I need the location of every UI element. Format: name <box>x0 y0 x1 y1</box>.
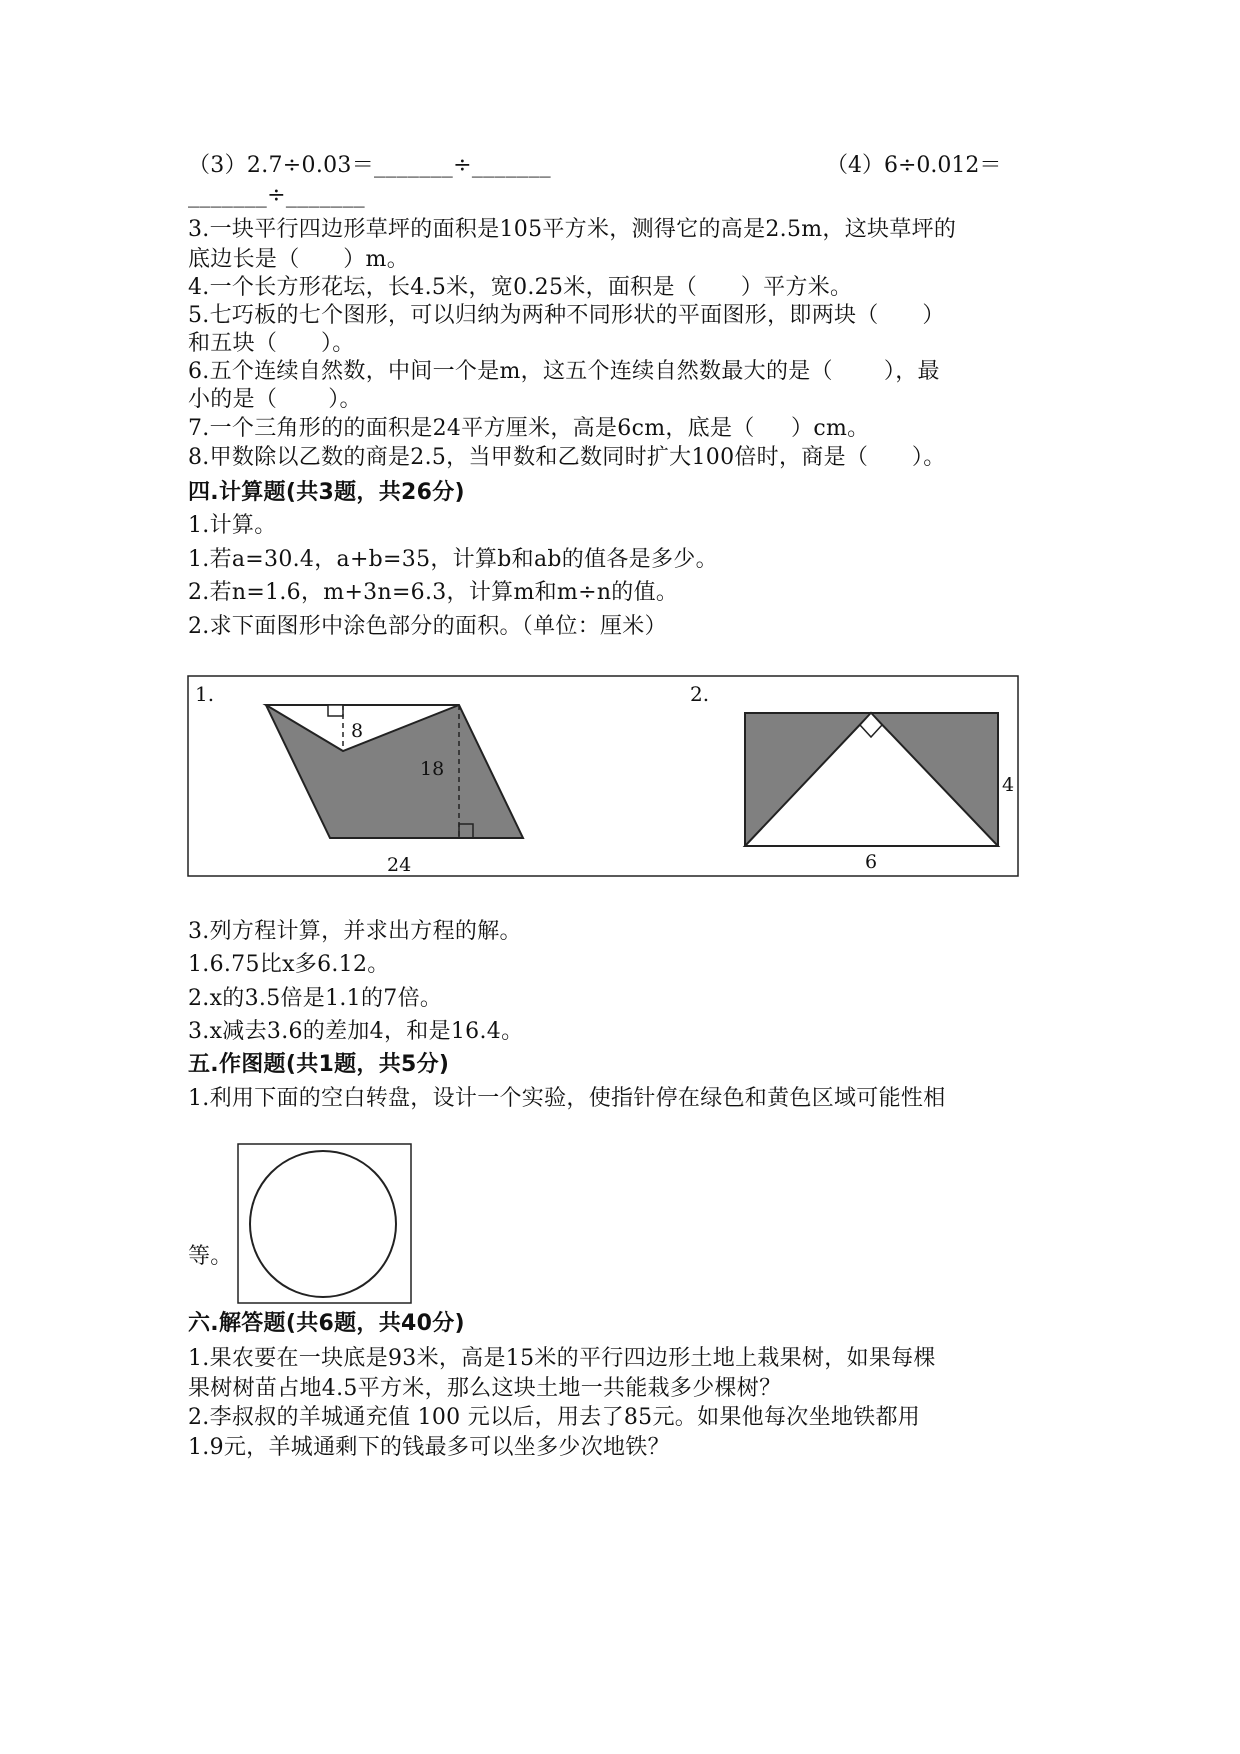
calc-question-1-part1: 1.若a=30.4，a+b=35，计算b和ab的值各是多少。 <box>188 547 718 572</box>
word-problem-1-line2: 果树树苗占地4.5平方米，那么这块土地一共能栽多少棵树？ <box>188 1376 782 1401</box>
parallelogram-height-label: 18 <box>420 758 445 780</box>
calc-question-1: 1.计算。 <box>188 513 277 538</box>
figure-1-label: 1. <box>195 682 215 706</box>
parallelogram-base-label: 24 <box>387 854 412 876</box>
word-problem-2-line2: 1.9元，羊城通剩下的钱最多可以坐多少次地铁？ <box>188 1435 670 1460</box>
calc-question-3-part3: 3.x减去3.6的差加4，和是16.4。 <box>188 1019 524 1044</box>
word-problem-1-line1: 1.果农要在一块底是93米，高是15米的平行四边形土地上栽果树，如果每棵 <box>188 1346 936 1371</box>
blank-spinner-figure <box>237 1143 413 1305</box>
spinner-circle <box>250 1151 396 1297</box>
calc-question-3: 3.列方程计算，并求出方程的解。 <box>188 919 522 944</box>
section-heading-drawing: 五.作图题(共1题，共5分) <box>188 1052 450 1077</box>
word-problem-2-line1: 2.李叔叔的羊城通充值 100 元以后，用去了85元。如果他每次坐地铁都用 <box>188 1405 921 1430</box>
calc-question-3-part1: 1.6.75比x多6.12。 <box>188 952 390 977</box>
calc-question-2: 2.求下面图形中涂色部分的面积。（单位：厘米） <box>188 614 667 639</box>
section-heading-word-problems: 六.解答题(共6题，共40分) <box>188 1311 465 1336</box>
rectangle-height-label: 4 <box>1002 774 1015 796</box>
calc-question-1-part2: 2.若n=1.6，m+3n=6.3，计算m和m÷n的值。 <box>188 580 679 605</box>
figure-2-label: 2. <box>690 682 710 706</box>
question-consecutive-numbers-line1: 6.五个连续自然数，中间一个是m，这五个连续自然数最大的是（ ），最 <box>188 359 940 384</box>
calc-question-3-part2: 2.x的3.5倍是1.1的7倍。 <box>188 986 443 1011</box>
question-flowerbed: 4.一个长方形花坛，长4.5米，宽0.25米，面积是（ ）平方米。 <box>188 275 853 300</box>
section-heading-calculation: 四.计算题(共3题，共26分) <box>188 480 465 505</box>
drawing-question-1-end: 等。 <box>188 1244 233 1269</box>
rectangle-base-label: 6 <box>865 851 878 873</box>
drawing-question-1: 1.利用下面的空白转盘，设计一个实验，使指针停在绿色和黄色区域可能性相 <box>188 1086 946 1111</box>
question-triangle-area: 7.一个三角形的的面积是24平方厘米，高是6cm，底是（ ）cm。 <box>188 416 870 441</box>
question-parallelogram-lawn-line2: 底边长是（ ）m。 <box>188 247 410 272</box>
right-angle-mark-1 <box>328 705 343 716</box>
question-quotient: 8.甲数除以乙数的商是2.5，当甲数和乙数同时扩大100倍时，商是（ ）。 <box>188 445 946 470</box>
question-4-division-continued: _______÷_______ <box>188 183 365 208</box>
question-tangram-line1: 5.七巧板的七个图形，可以归纳为两种不同形状的平面图形，即两块（ ） <box>188 303 945 328</box>
question-tangram-line2: 和五块（ ）。 <box>188 331 355 356</box>
question-4-division: （4）6÷0.012＝ <box>826 153 1002 178</box>
question-parallelogram-lawn-line1: 3.一块平行四边形草坪的面积是105平方米，测得它的高是2.5m，这块草坪的 <box>188 217 957 242</box>
question-3-division: （3）2.7÷0.03＝_______÷_______ <box>188 153 551 178</box>
shaded-area-figure <box>187 675 1020 878</box>
question-consecutive-numbers-line2: 小的是（ ）。 <box>188 387 362 412</box>
triangle-height-label: 8 <box>351 720 364 742</box>
